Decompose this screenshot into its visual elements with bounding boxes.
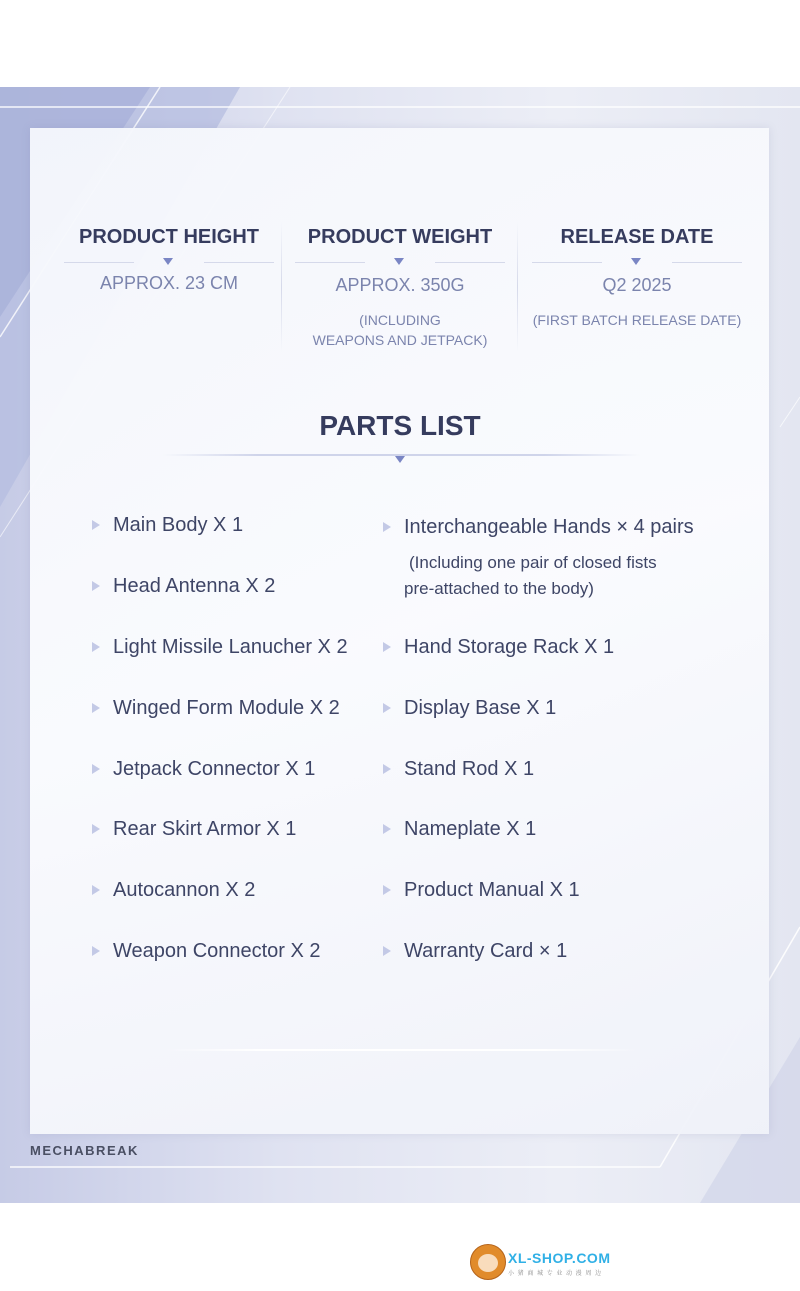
spec-value: APPROX. 23 CM	[99, 273, 239, 293]
parts-item	[113, 758, 315, 781]
parts-item-label: Jetpack Connector X 1	[113, 758, 316, 780]
parts-item-label: Display Base X 1	[404, 697, 557, 719]
triangle-bullet-icon	[383, 522, 391, 532]
triangle-bullet-icon	[92, 703, 100, 713]
triangle-bullet-icon	[383, 885, 391, 895]
triangle-bullet-icon	[383, 824, 391, 834]
parts-list-title: PARTS LIST	[319, 410, 481, 441]
spec-product-height	[49, 226, 289, 294]
parts-item	[113, 879, 255, 902]
bottom-divider	[162, 1049, 640, 1051]
parts-note-line: pre-attached to the body)	[404, 579, 594, 598]
parts-item	[113, 818, 296, 841]
parts-item	[404, 758, 534, 781]
shop-tagline: 小 猪 商 城 专 业 动 漫 周 边	[508, 1271, 603, 1277]
shop-name: XL-SHOP.COM	[508, 1250, 611, 1266]
triangle-bullet-icon	[92, 520, 100, 530]
spec-title: PRODUCT WEIGHT	[307, 226, 493, 248]
spec-underline-left	[295, 262, 365, 263]
spec-underline-right	[435, 262, 505, 263]
triangle-bullet-icon	[92, 824, 100, 834]
down-arrow-icon	[163, 258, 173, 265]
parts-item-label: Interchangeable Hands × 4 pairs	[404, 516, 694, 538]
spec-value: APPROX. 350G	[335, 275, 465, 295]
spec-note-line: (INCLUDING	[359, 312, 441, 328]
spec-underline-right	[204, 262, 274, 263]
triangle-bullet-icon	[383, 764, 391, 774]
triangle-bullet-icon	[92, 764, 100, 774]
parts-item	[113, 940, 321, 963]
spec-note-line: WEAPONS AND JETPACK)	[312, 332, 488, 348]
triangle-bullet-icon	[92, 581, 100, 591]
parts-item	[404, 879, 580, 902]
spec-note	[517, 310, 757, 330]
parts-item-label: Rear Skirt Armor X 1	[113, 818, 297, 840]
parts-item-label: Autocannon X 2	[113, 879, 256, 901]
parts-item	[404, 697, 556, 720]
parts-item-label: Weapon Connector X 2	[113, 940, 321, 962]
triangle-bullet-icon	[383, 642, 391, 652]
parts-item-label: Hand Storage Rack X 1	[404, 636, 615, 658]
spec-product-weight	[280, 226, 520, 350]
spec-note-line: (FIRST BATCH RELEASE DATE)	[532, 312, 742, 328]
parts-item	[404, 940, 567, 963]
parts-item	[113, 636, 348, 659]
down-arrow-icon	[394, 258, 404, 265]
down-arrow-icon	[631, 258, 641, 265]
parts-item	[404, 818, 536, 841]
triangle-bullet-icon	[383, 703, 391, 713]
down-arrow-icon	[395, 456, 405, 463]
triangle-bullet-icon	[92, 642, 100, 652]
spec-title: PRODUCT HEIGHT	[79, 226, 259, 248]
parts-item-label: Product Manual X 1	[404, 879, 580, 901]
spec-title: RELEASE DATE	[560, 226, 714, 248]
parts-item-label: Nameplate X 1	[404, 818, 537, 840]
triangle-bullet-icon	[383, 946, 391, 956]
spec-release-date	[517, 226, 757, 330]
spec-underline-left	[532, 262, 602, 263]
parts-item	[113, 514, 243, 537]
parts-note-line: (Including one pair of closed fists	[409, 553, 657, 572]
mascot-icon	[470, 1244, 506, 1280]
mascot-face	[478, 1254, 498, 1272]
parts-item-label: Warranty Card × 1	[404, 940, 568, 962]
triangle-bullet-icon	[92, 946, 100, 956]
parts-item-label: Light Missile Lanucher X 2	[113, 636, 348, 658]
parts-item	[113, 575, 275, 598]
parts-item-note	[404, 550, 657, 602]
parts-item-label: Head Antenna X 2	[113, 575, 276, 597]
parts-item	[113, 697, 340, 720]
parts-item-label: Main Body X 1	[113, 514, 244, 536]
spec-note	[280, 310, 520, 350]
spec-underline-right	[672, 262, 742, 263]
parts-item	[404, 636, 614, 659]
brand-logo: MECHABREAK	[30, 1143, 139, 1158]
parts-item-label: Stand Rod X 1	[404, 758, 535, 780]
parts-item-label: Winged Form Module X 2	[113, 697, 340, 719]
parts-item	[404, 516, 694, 539]
triangle-bullet-icon	[92, 885, 100, 895]
spec-underline-left	[64, 262, 134, 263]
shop-logo[interactable]	[470, 1244, 620, 1280]
spec-value: Q2 2025	[602, 275, 672, 295]
